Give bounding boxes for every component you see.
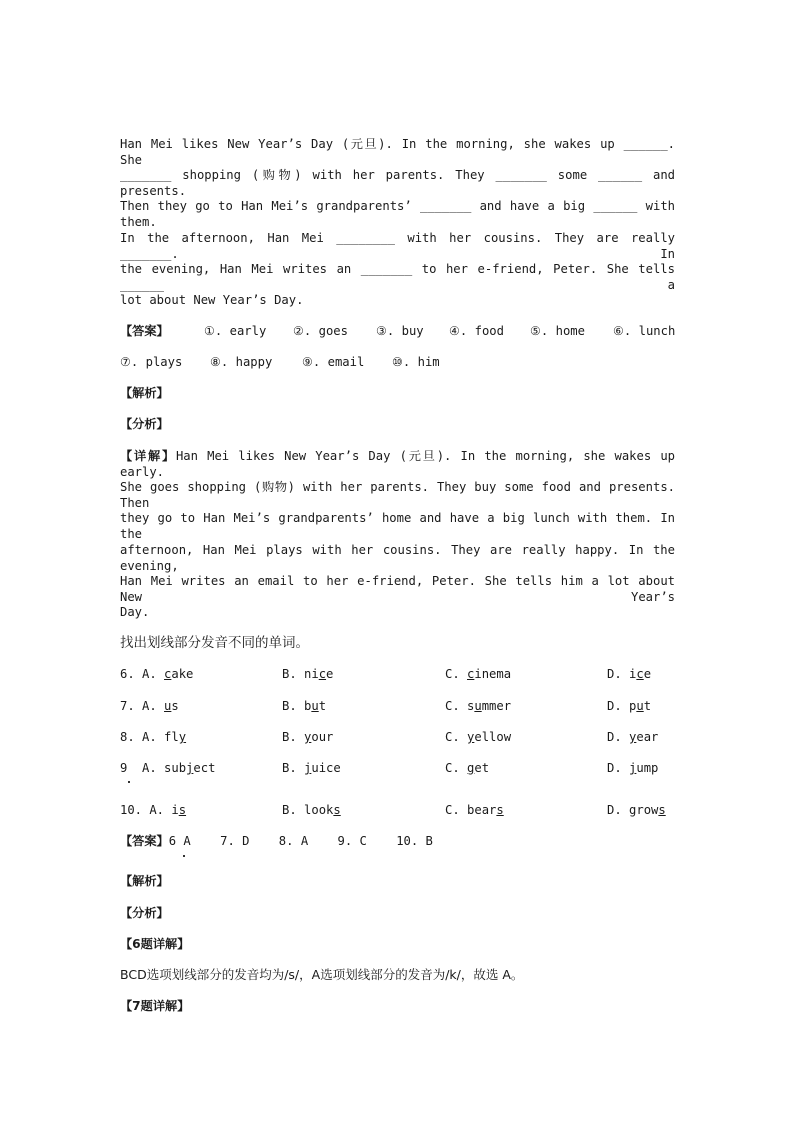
option-c [445,729,511,745]
answer-row-2 [120,354,675,370]
word-part: e [643,667,652,681]
question-number: 7. A. [120,699,157,713]
question-number: 10. A. [120,803,165,817]
fenxi-tag: 【分析】 [120,417,169,431]
detail-tag: 【详解】 [120,449,176,463]
answer-item: ④. food [449,324,504,338]
option-label: D. [607,803,630,817]
stray-dot [128,781,130,783]
option-label: B. [282,699,305,713]
word-part: i [171,803,179,817]
word-part: s [467,699,475,713]
option-d [607,698,651,714]
option-a [120,729,186,745]
option-d [607,666,651,682]
answer2-row [120,833,675,849]
answer-item: ⑨. email [302,355,365,369]
word-part: ear [636,730,659,744]
underlined-letters: c [636,667,644,681]
word-part: grow [629,803,659,817]
word-part: et [474,761,490,775]
answer-item: ③. buy [376,324,424,338]
detail-line-6: Day. [120,605,150,619]
detail-line-3: they go to Han Mei’s grandparents’ home and have a big lunch with them. In the [120,511,675,541]
word-part: ake [171,667,194,681]
question-number: 6. A. [120,667,157,681]
option-label: C. [445,730,468,744]
word-part: ect [193,761,216,775]
answer-item: ①. early [204,324,267,338]
detail-line-1 [120,448,675,480]
q7-detail-tag: 【7题详解】 [120,999,190,1013]
option-c [445,666,511,682]
passage-line-6: lot about New Year’s Day. [120,293,304,307]
question-row [120,729,675,745]
answer2-tag: 【答案】 [120,834,169,848]
underlined-letters: s [658,803,666,817]
option-d [607,802,666,818]
answer2-text: 6 A 7. D 8. A 9. C 10. B [168,834,433,848]
word-part: bear [467,803,497,817]
underlined-letters: u [636,699,644,713]
option-b [282,760,341,776]
detail-text: Han Mei likes New Year’s Day (元旦). In the morning, she wakes up early. [120,449,675,479]
word-part: s [171,699,179,713]
fenxi2-tag: 【分析】 [120,906,169,920]
underlined-letters: u [164,699,172,713]
option-label: D. [607,761,630,775]
underlined-letters: c [164,667,172,681]
passage-line-1: Han Mei likes New Year’s Day (元旦). In the morning, she wakes up ______. She [120,137,675,167]
option-label: C. [445,667,468,681]
question-row [120,760,675,776]
underlined-letters: s [496,803,504,817]
option-a [120,666,193,682]
underlined-letters: c [467,667,475,681]
passage-line-2: _______ shopping (购物) with her parents. They _______ some ______ and presents. [120,168,675,198]
passage-line-4: In the afternoon, Han Mei ________ with her cousins. They are really _______. In [120,231,675,261]
option-c [445,698,511,714]
option-label: D. [607,667,630,681]
question-row [120,666,675,682]
underlined-letters: s [333,803,341,817]
passage-line-5: the evening, Han Mei writes an _______ to her e-friend, Peter. She tells ______ a [120,262,675,292]
word-part: p [629,699,637,713]
detail-line-4: afternoon, Han Mei plays with her cousins. They are really happy. In the evening, [120,543,675,573]
question-row [120,698,675,714]
underlined-letters: u [311,699,319,713]
passage-line-3: Then they go to Han Mei’s grandparents’ _______ and have a big ______ with them. [120,199,675,229]
question-row [120,802,675,818]
word-part: b [304,699,312,713]
word-part: ellow [474,730,512,744]
word-part: i [629,667,637,681]
word-part: inema [474,667,512,681]
answer-item: ⑥. lunch [613,324,676,338]
underlined-letters: j [629,761,637,775]
answer-row-1 [120,323,675,339]
word-part: look [304,803,334,817]
word-part: fl [164,730,179,744]
underlined-letters: y [629,730,637,744]
stray-dot [183,855,185,857]
q6-detail-tag: 【6题详解】 [120,937,190,951]
detail-line-2: She goes shopping (购物) with her parents. They buy some food and presents. Then [120,480,675,510]
option-label: B. [282,803,305,817]
option-a [120,760,215,776]
option-c [445,802,504,818]
underlined-letters: g [467,761,475,775]
option-b [282,729,333,745]
question-number: 9 A. [120,761,157,775]
word-part: ni [304,667,319,681]
option-d [607,760,658,776]
option-label: D. [607,730,630,744]
analysis-tag: 【解析】 [120,386,169,400]
answer-item: ⑤. home [530,324,585,338]
word-part: t [318,699,327,713]
option-label: C. [445,699,468,713]
question-number: 8. A. [120,730,157,744]
word-part: e [326,667,334,681]
analysis2-tag: 【解析】 [120,874,169,888]
option-label: B. [282,761,305,775]
answer-item: ⑩. him [392,355,440,369]
underlined-letters: u [474,699,482,713]
option-c [445,760,489,776]
answer-item: ⑦. plays [120,355,183,369]
underlined-letters: j [304,761,312,775]
option-b [282,698,326,714]
section-title: 找出划线部分发音不同的单词。 [120,635,309,651]
word-part: mmer [481,699,512,713]
detail-line-5: Han Mei writes an email to her e-friend, Peter. She tells him a lot about New Year’s [120,574,675,604]
underlined-letters: y [304,730,312,744]
option-b [282,666,333,682]
underlined-letters: j [186,761,194,775]
word-part: sub [164,761,187,775]
q6-detail-text: BCD选项划线部分的发音均为/s/，A选项划线部分的发音为/k/，故选 A。 [120,967,524,982]
underlined-letters: y [467,730,475,744]
underlined-letters: s [178,803,187,817]
answer-item: ⑧. happy [210,355,273,369]
underlined-letters: c [318,667,327,681]
option-d [607,729,658,745]
option-label: C. [445,761,468,775]
answer-item: ②. goes [293,324,348,338]
word-part: t [643,699,652,713]
word-part: ump [636,761,659,775]
option-label: C. [445,803,468,817]
word-part: our [311,730,334,744]
option-label: B. [282,667,305,681]
option-a [120,698,179,714]
option-label: D. [607,699,630,713]
answer-tag: 【答案】 [120,324,169,338]
underlined-letters: y [178,730,187,744]
option-a [120,802,186,818]
word-part: uice [311,761,341,775]
option-b [282,802,341,818]
option-label: B. [282,730,305,744]
